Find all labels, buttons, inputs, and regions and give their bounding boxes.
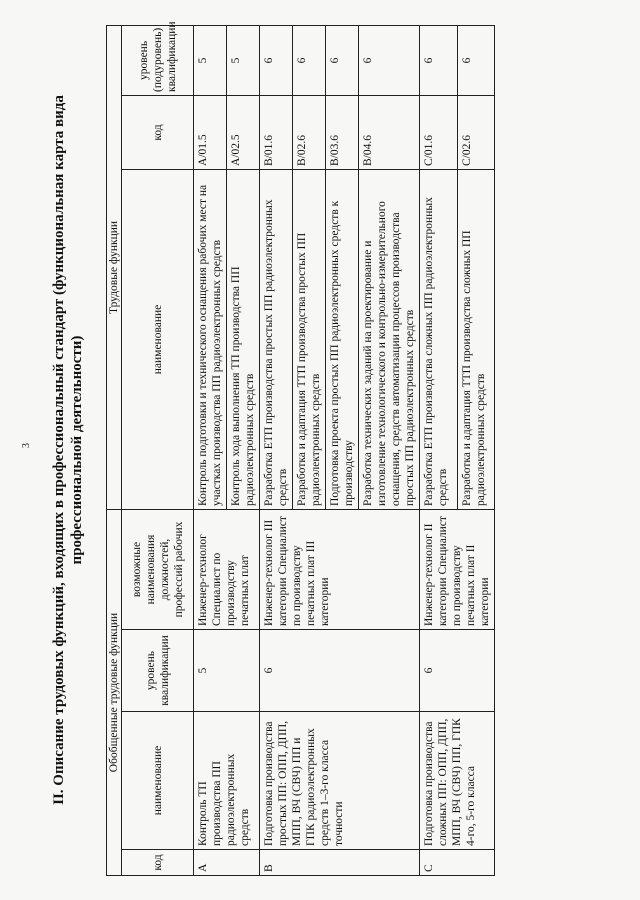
gtf-level: 6 <box>420 630 495 712</box>
rotated-page-content <box>20 20 620 880</box>
header-name: наименование <box>122 712 194 850</box>
table-row <box>420 25 458 875</box>
gtf-level: 6 <box>260 630 420 712</box>
tf-level: 6 <box>359 25 420 95</box>
header-code: код <box>122 850 194 876</box>
gtf-level: 5 <box>194 630 260 712</box>
table-row <box>194 25 227 875</box>
tf-name: Разработка ЕТП производства простых ПП радиоэлектронных средств <box>260 169 293 509</box>
tf-name: Контроль хода выполнения ТП производства ПП радиоэлектронных средств <box>227 169 260 509</box>
tf-name: Подготовка проекта простых ПП радиоэлектронных средств к производству <box>326 169 359 509</box>
tf-level: 6 <box>260 25 293 95</box>
tf-code: B/01.6 <box>260 95 293 169</box>
tf-code: A/02.5 <box>227 95 260 169</box>
tf-code: B/04.6 <box>359 95 420 169</box>
header-sublevel: уровень (подуровень) квалификации <box>122 25 194 95</box>
header-function-code: код <box>122 95 194 169</box>
tf-name: Разработка и адаптация ТТП производства простых ПП радиоэлектронных средств <box>293 169 326 509</box>
functional-map-table <box>106 21 495 876</box>
tf-name: Разработка и адаптация ТТП производства сложных ПП радиоэлектронных средств <box>457 169 495 509</box>
header-level: уровень квалификации <box>122 630 194 712</box>
gtf-positions: Инженер-технолог II категории Специалист по производству печатных плат II категории <box>420 509 495 629</box>
header-positions: возможные наименования должностей, профессий рабочих <box>122 509 194 629</box>
tf-level: 5 <box>227 25 260 95</box>
tf-code: C/01.6 <box>420 95 458 169</box>
header-generalized-functions: Обобщенные трудовые функции <box>107 509 122 875</box>
tf-code: C/02.6 <box>457 95 495 169</box>
header-function-name: наименование <box>122 169 194 509</box>
tf-name: Разработка ЕТП производства сложных ПП радиоэлектронных средств <box>420 169 458 509</box>
tf-level: 6 <box>457 25 495 95</box>
tf-level: 6 <box>293 25 326 95</box>
gtf-name: Подготовка производства сложных ПП: ОПП, ДПП, МПП, ВЧ (СВЧ) ПП, ГПК 4-го, 5-го класса <box>420 712 495 850</box>
tf-code: A/01.5 <box>194 95 227 169</box>
gtf-positions: Инженер-технолог III категории Специалист по производству печатных плат III категории <box>260 509 420 629</box>
tf-name: Контроль подготовки и технического оснащения рабочих мест на участках производства ПП радиоэлектронных средств <box>194 169 227 509</box>
gtf-name: Подготовка производства простых ПП: ОПП, ДПП, МПП, ВЧ (СВЧ) ПП и ГПК радиоэлектронных средств 1–3-го класса точности <box>260 712 420 850</box>
gtf-name: Контроль ТП производства ПП радиоэлектронных средств <box>194 712 260 850</box>
page-title <box>50 20 86 880</box>
tf-level: 6 <box>326 25 359 95</box>
tf-code: B/02.6 <box>293 95 326 169</box>
tf-code: B/03.6 <box>326 95 359 169</box>
title-line-1: II. Описание трудовых функций, входящих в профессиональный стандарт (функциональная карта вида <box>51 95 67 805</box>
gtf-code: C <box>420 850 495 876</box>
gtf-positions: Инженер-технолог Специалист по производству печатных плат <box>194 509 260 629</box>
header-labor-functions: Трудовые функции <box>107 25 122 509</box>
tf-level: 6 <box>420 25 458 95</box>
title-line-2: профессиональной деятельности) <box>69 335 85 565</box>
gtf-code: A <box>194 850 260 876</box>
page-number: 3 <box>21 443 32 448</box>
tf-level: 5 <box>194 25 227 95</box>
table-row <box>260 25 293 875</box>
tf-name: Разработка технических заданий на проектирование и изготовление технологического и контрольно-измерительного оснащения, средств автоматизации процессов производства простых ПП радиоэлектронных средств <box>359 169 420 509</box>
gtf-code: B <box>260 850 420 876</box>
